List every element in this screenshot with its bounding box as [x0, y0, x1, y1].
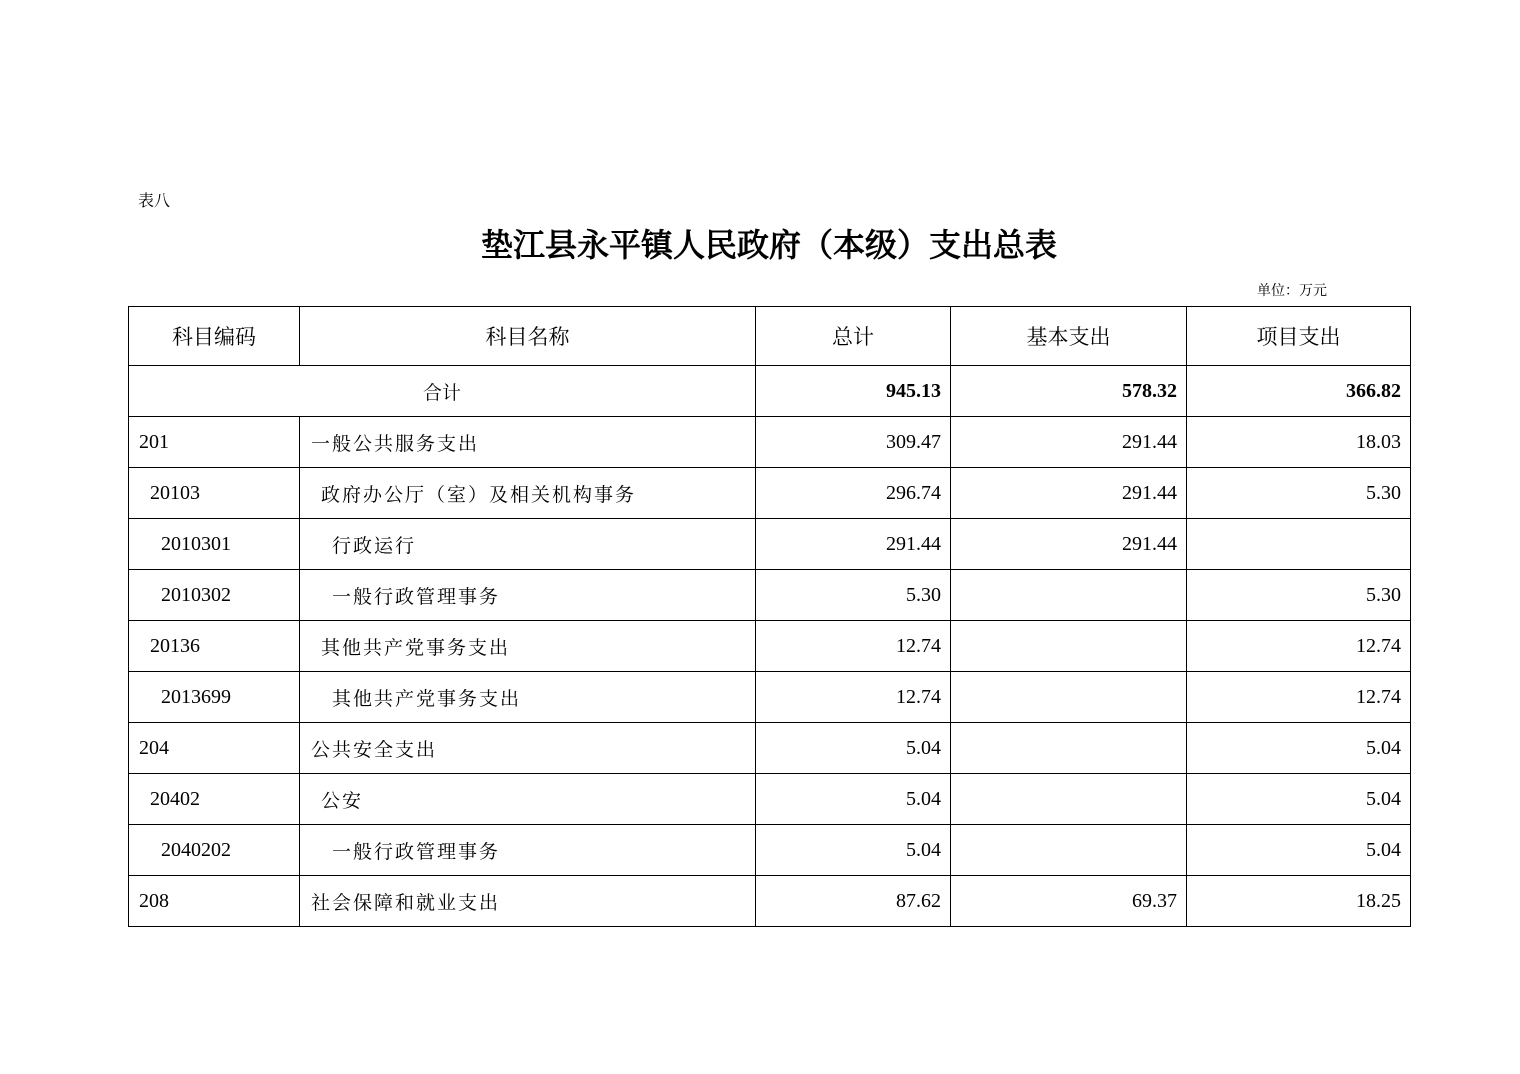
row-project: 5.30 [1187, 468, 1411, 519]
row-project: 12.74 [1187, 621, 1411, 672]
total-row [129, 366, 1411, 417]
row-name: 一般行政管理事务 [300, 825, 756, 876]
table-label: 表八 [138, 191, 171, 210]
row-code: 20136 [129, 621, 300, 672]
table-row [129, 774, 1411, 825]
expenditure-table [128, 306, 1411, 927]
unit-note: 单位：万元 [1257, 283, 1327, 299]
table-row [129, 570, 1411, 621]
table-row [129, 519, 1411, 570]
header-code: 科目编码 [129, 307, 300, 366]
table-row [129, 672, 1411, 723]
row-code: 20402 [129, 774, 300, 825]
total-label: 合计 [129, 366, 756, 417]
page-title: 垫江县永平镇人民政府（本级）支出总表 [480, 226, 1057, 264]
row-basic [951, 774, 1187, 825]
row-code: 2013699 [129, 672, 300, 723]
row-basic: 69.37 [951, 876, 1187, 927]
row-code: 204 [129, 723, 300, 774]
row-project: 18.03 [1187, 417, 1411, 468]
total-total: 945.13 [756, 366, 951, 417]
row-code: 2010301 [129, 519, 300, 570]
header-row [129, 307, 1411, 366]
row-total: 5.04 [756, 825, 951, 876]
row-total: 296.74 [756, 468, 951, 519]
table-row [129, 876, 1411, 927]
row-project: 5.04 [1187, 723, 1411, 774]
row-name: 行政运行 [300, 519, 756, 570]
header-basic: 基本支出 [951, 307, 1187, 366]
row-name: 一般行政管理事务 [300, 570, 756, 621]
row-basic: 291.44 [951, 468, 1187, 519]
row-total: 309.47 [756, 417, 951, 468]
row-project: 5.30 [1187, 570, 1411, 621]
row-project: 5.04 [1187, 825, 1411, 876]
row-name: 政府办公厅（室）及相关机构事务 [300, 468, 756, 519]
table-row [129, 468, 1411, 519]
row-code: 208 [129, 876, 300, 927]
row-total: 5.04 [756, 723, 951, 774]
row-total: 5.30 [756, 570, 951, 621]
table-row [129, 723, 1411, 774]
row-name: 其他共产党事务支出 [300, 672, 756, 723]
row-total: 291.44 [756, 519, 951, 570]
total-project: 366.82 [1187, 366, 1411, 417]
row-project: 12.74 [1187, 672, 1411, 723]
row-basic [951, 723, 1187, 774]
row-project [1187, 519, 1411, 570]
row-project: 5.04 [1187, 774, 1411, 825]
row-basic [951, 672, 1187, 723]
table-row [129, 417, 1411, 468]
row-name: 一般公共服务支出 [300, 417, 756, 468]
row-total: 87.62 [756, 876, 951, 927]
table-row [129, 825, 1411, 876]
row-basic [951, 570, 1187, 621]
total-basic: 578.32 [951, 366, 1187, 417]
header-total: 总计 [756, 307, 951, 366]
row-project: 18.25 [1187, 876, 1411, 927]
row-total: 12.74 [756, 672, 951, 723]
row-name: 社会保障和就业支出 [300, 876, 756, 927]
table-row [129, 621, 1411, 672]
row-basic: 291.44 [951, 519, 1187, 570]
row-basic [951, 621, 1187, 672]
row-total: 12.74 [756, 621, 951, 672]
header-name: 科目名称 [300, 307, 756, 366]
header-project: 项目支出 [1187, 307, 1411, 366]
row-total: 5.04 [756, 774, 951, 825]
row-name: 公共安全支出 [300, 723, 756, 774]
row-basic [951, 825, 1187, 876]
row-name: 其他共产党事务支出 [300, 621, 756, 672]
row-name: 公安 [300, 774, 756, 825]
row-code: 2040202 [129, 825, 300, 876]
row-code: 201 [129, 417, 300, 468]
row-code: 20103 [129, 468, 300, 519]
row-basic: 291.44 [951, 417, 1187, 468]
row-code: 2010302 [129, 570, 300, 621]
